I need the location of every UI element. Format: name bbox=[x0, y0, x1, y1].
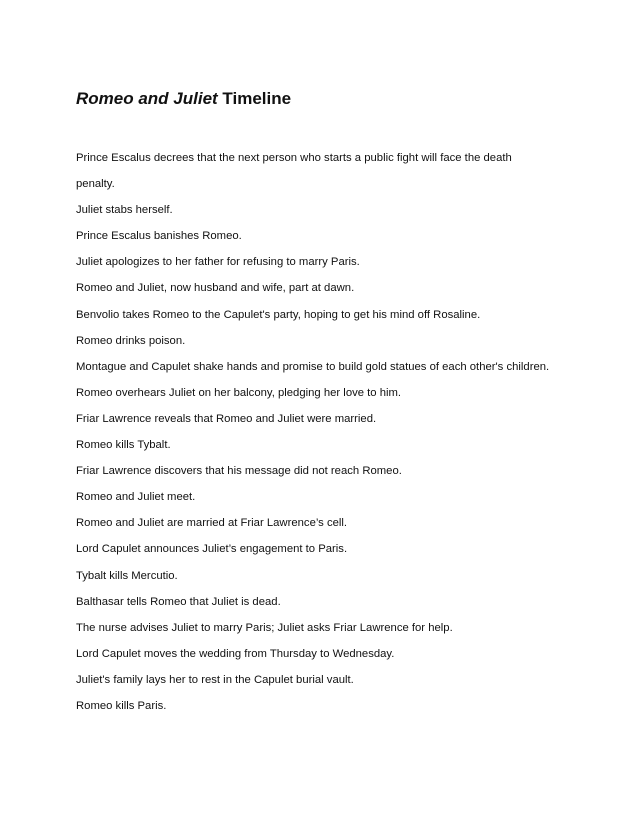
timeline-event: Juliet stabs herself. bbox=[76, 204, 173, 217]
timeline-event: Romeo and Juliet, now husband and wife, part at dawn. bbox=[76, 282, 355, 295]
timeline-event: Tybalt kills Mercutio. bbox=[76, 569, 178, 582]
timeline-event: Prince Escalus banishes Romeo. bbox=[76, 230, 242, 243]
document-title bbox=[76, 89, 291, 109]
timeline-event-list bbox=[76, 148, 576, 722]
timeline-event: Romeo and Juliet are married at Friar Lawrence’s cell. bbox=[76, 517, 348, 530]
timeline-event: The nurse advises Juliet to marry Paris; Juliet asks Friar Lawrence for help. bbox=[76, 621, 453, 634]
timeline-event: penalty. bbox=[76, 178, 115, 191]
timeline-event: Lord Capulet moves the wedding from Thursday to Wednesday. bbox=[76, 647, 395, 660]
timeline-event: Montague and Capulet shake hands and promise to build gold statues of each other's children. bbox=[76, 360, 550, 373]
timeline-event: Juliet apologizes to her father for refusing to marry Paris. bbox=[76, 256, 360, 269]
timeline-event: Juliet's family lays her to rest in the Capulet burial vault. bbox=[76, 673, 354, 686]
timeline-event: Benvolio takes Romeo to the Capulet's party, hoping to get his mind off Rosaline. bbox=[76, 308, 481, 321]
timeline-event: Romeo and Juliet meet. bbox=[76, 491, 196, 504]
timeline-event: Friar Lawrence discovers that his message did not reach Romeo. bbox=[76, 465, 402, 478]
title-play-name: Romeo and Juliet bbox=[76, 89, 218, 108]
title-suffix: Timeline bbox=[217, 89, 292, 108]
timeline-event: Prince Escalus decrees that the next person who starts a public fight will face the death bbox=[76, 152, 512, 164]
timeline-event: Romeo drinks poison. bbox=[76, 334, 186, 347]
timeline-event: Romeo kills Paris. bbox=[76, 699, 167, 712]
timeline-event: Lord Capulet announces Juliet’s engagement to Paris. bbox=[76, 543, 348, 556]
timeline-event: Romeo kills Tybalt. bbox=[76, 439, 171, 452]
timeline-event: Balthasar tells Romeo that Juliet is dead. bbox=[76, 595, 281, 608]
timeline-event: Romeo overhears Juliet on her balcony, pledging her love to him. bbox=[76, 386, 402, 399]
timeline-event: Friar Lawrence reveals that Romeo and Juliet were married. bbox=[76, 412, 377, 425]
